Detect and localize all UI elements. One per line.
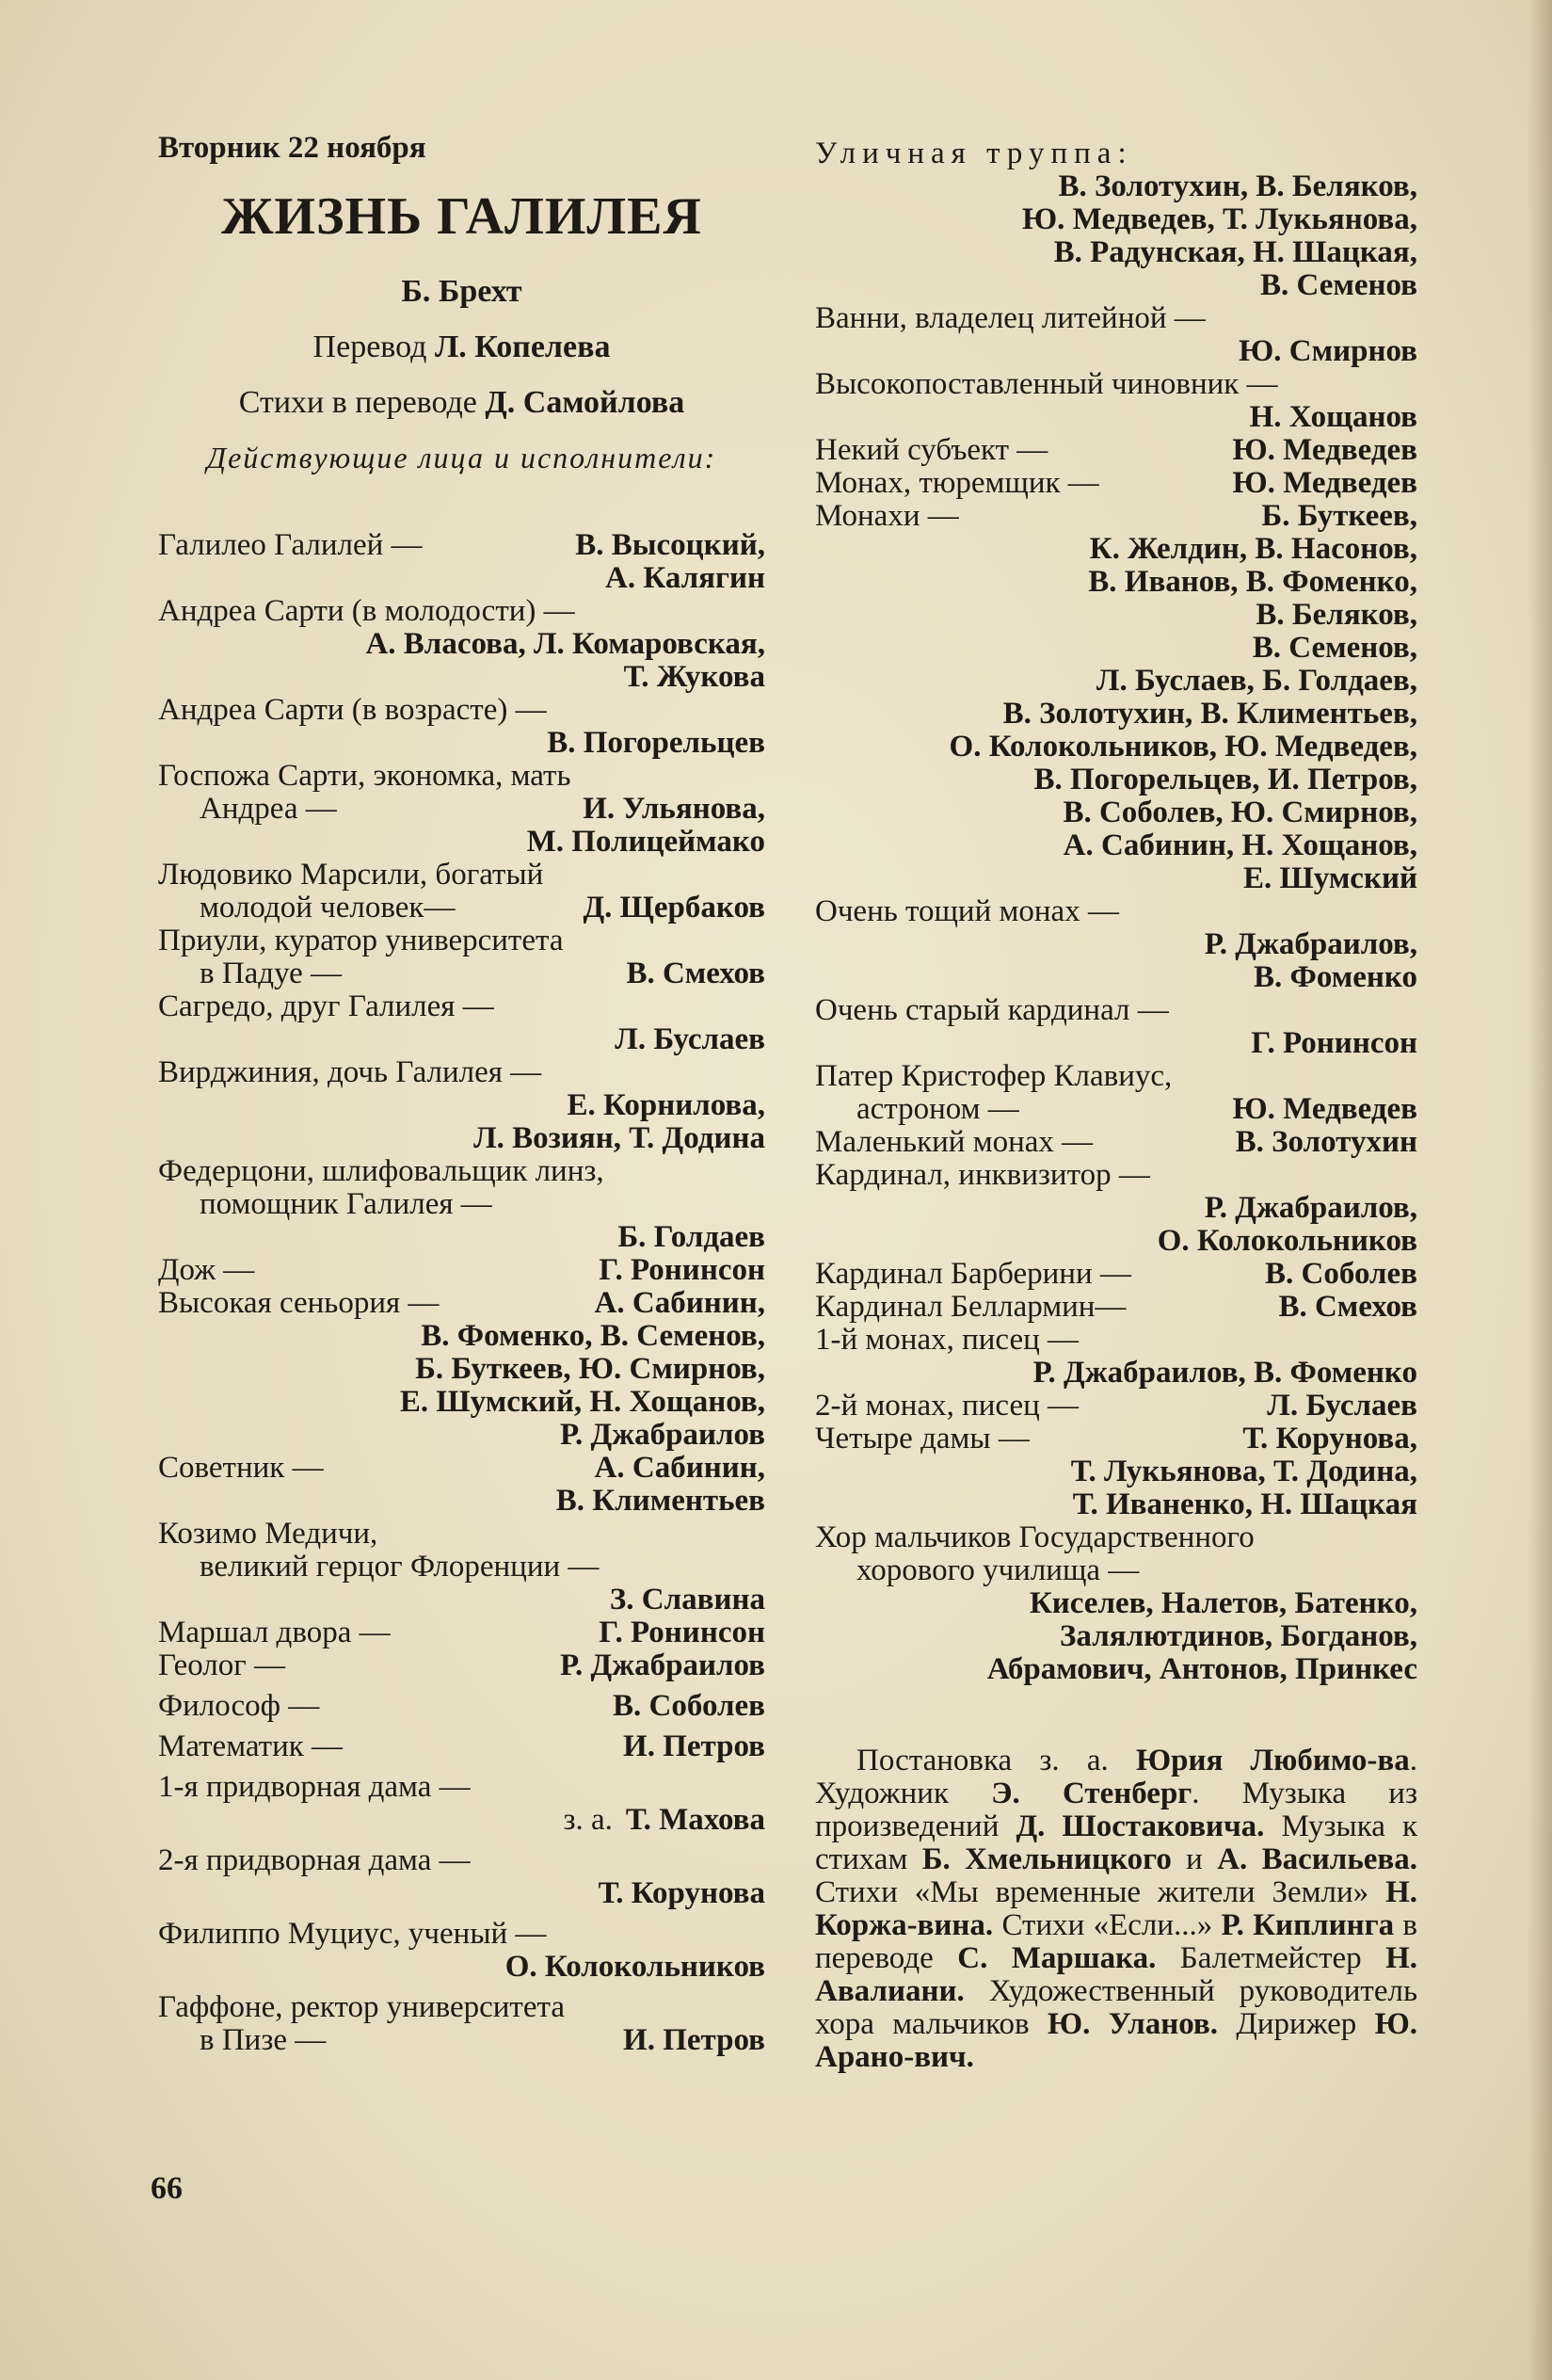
actor-name: В. Золотухин: [1235, 1125, 1417, 1159]
actor-name: К. Желдин, В. Насонов,: [1089, 532, 1417, 566]
credit-text: Художественный руководитель хора мальчиков: [815, 1974, 1417, 2041]
cast-entry: [158, 1649, 765, 1682]
role-name: Федерцони, шлифовальщик линз,: [158, 1154, 604, 1188]
cast-heading: Действующие лица и исполнители:: [206, 441, 717, 474]
actor-name: Т. Жукова: [623, 660, 765, 694]
actor-name: Ю. Медведев: [1232, 466, 1417, 500]
actor-name: И. Петров: [623, 1729, 765, 1763]
credit-text: Постановка з. а.: [856, 1744, 1136, 1777]
role-name: Уличная труппа:: [815, 137, 1133, 170]
actor-name: Т. Лукьянова, Т. Додина,: [1070, 1455, 1417, 1488]
actor-name: И. Ульянова,: [583, 792, 765, 826]
role-name: Андреа Сарти (в молодости) —: [158, 594, 575, 628]
role-name: 1-й монах, писец —: [815, 1323, 1080, 1357]
role-name: в Пизе —: [200, 2023, 327, 2057]
cast-entry: [158, 1690, 765, 1723]
credit-name: Н. Авалиани.: [815, 1941, 1417, 2008]
credit-name: А. Васильева.: [1217, 1842, 1417, 1876]
role-name: Маленький монах —: [815, 1125, 1094, 1159]
actor-name: Б. Голдаев: [617, 1220, 765, 1254]
credit-name: С. Маршака.: [957, 1941, 1157, 1975]
role-name: Очень старый кардинал —: [815, 993, 1169, 1027]
actor-name: В. Радунская, Н. Шацкая,: [1053, 235, 1417, 269]
role-name: Андреа —: [200, 792, 337, 826]
actor-name: В. Климентьев: [555, 1484, 765, 1518]
credit-text: Балетмейстер: [1156, 1941, 1386, 1975]
actor-name: Л. Возиян, Т. Додина: [473, 1121, 765, 1155]
actor-name: В. Семенов: [1259, 268, 1417, 302]
actor-name: В. Семенов,: [1252, 631, 1417, 665]
actor-name: Г. Ронинсон: [1251, 1026, 1417, 1060]
credit-name: Юрия Любимо-ва: [1135, 1744, 1410, 1777]
actor-name-text: Т. Махова: [625, 1803, 765, 1837]
role-name: Андреа Сарти (в возрасте) —: [158, 693, 547, 727]
actor-name: Залялютдинов, Богданов,: [1060, 1619, 1417, 1653]
cast-entry: [158, 1616, 765, 1649]
cast-entry: [815, 1423, 1417, 1455]
actor-name: О. Колокольников: [504, 1950, 765, 1984]
role-name: Четыре дамы —: [815, 1422, 1030, 1455]
credit-text: Стихи «Мы временные жители Земли»: [815, 1875, 1386, 1909]
page-number: 66: [151, 2171, 183, 2206]
role-name: Филиппо Муциус, ученый —: [158, 1917, 547, 1951]
actor-name: Т. Корунова: [598, 1876, 765, 1910]
actor-name: З. Славина: [609, 1583, 765, 1616]
cast-entry: [815, 1390, 1417, 1423]
actor-name: А. Сабинин,: [594, 1451, 765, 1485]
actor-name: В. Соболев: [1265, 1257, 1417, 1291]
role-name: Хор мальчиков Государственного: [815, 1520, 1255, 1554]
role-name: Вирджиния, дочь Галилея —: [158, 1055, 542, 1089]
actor-name: А. Калягин: [605, 561, 765, 595]
cast-entry: [815, 500, 1417, 533]
actor-name: Ю. Смирнов: [1239, 334, 1417, 368]
role-name: Маршал двора —: [158, 1616, 391, 1649]
actor-name: В. Смехов: [1278, 1290, 1417, 1324]
cast-entry: [158, 1730, 765, 1763]
cast-entry: [158, 1254, 765, 1287]
cast-entry: [158, 1452, 765, 1485]
credit-text: . Художник: [815, 1744, 1417, 1810]
cast-entry: [158, 892, 765, 925]
actor-name: В. Погорельцев, И. Петров,: [1033, 763, 1417, 796]
actor-name: Г. Ронинсон: [599, 1253, 765, 1287]
role-name: в Падуе —: [200, 957, 343, 990]
translation-credit: [158, 330, 765, 363]
cast-list-right: [815, 137, 1417, 1686]
honorific-prefix: з. а.: [563, 1803, 613, 1837]
role-name: Математик —: [158, 1729, 344, 1763]
cast-entry: [815, 1126, 1417, 1159]
actor-name: Р. Джабраилов: [559, 1418, 765, 1452]
role-name: Советник —: [158, 1451, 324, 1485]
role-name: Людовико Марсили, богатый: [158, 858, 544, 892]
role-name: Высокопоставленный чиновник —: [815, 367, 1278, 401]
role-name: астроном —: [856, 1092, 1019, 1126]
actor-name: В. Иванов, В. Фоменко,: [1088, 565, 1417, 599]
actor-name: Г. Ронинсон: [599, 1616, 765, 1649]
credit-name: Ю. Арано-вич.: [815, 2007, 1418, 2074]
role-name: помощник Галилея —: [200, 1187, 492, 1221]
actor-name: И. Петров: [623, 2023, 765, 2057]
role-name: Некий субъект —: [815, 433, 1048, 467]
actor-name: О. Колокольников: [1157, 1224, 1417, 1258]
actor-name: Ю. Медведев: [1232, 433, 1417, 467]
verses-credit: [158, 386, 765, 419]
role-name: Геолог —: [158, 1648, 286, 1682]
actor-name: Л. Буслаев, Б. Голдаев,: [1096, 664, 1417, 698]
actor-name: В. Смехов: [626, 957, 765, 990]
actor-name: Р. Джабраилов,: [1204, 1191, 1417, 1225]
actor-name: [158, 1804, 765, 1837]
actor-name: А. Сабинин, Н. Хощанов,: [1063, 828, 1417, 862]
actor-name: Д. Щербаков: [583, 891, 765, 925]
actor-name: Е. Шумский, Н. Хощанов,: [399, 1385, 765, 1419]
actor-name: В. Золотухин, В. Беляков,: [1058, 169, 1417, 203]
cast-entry: [815, 467, 1417, 500]
actor-name: Киселев, Налетов, Батенко,: [1029, 1586, 1417, 1620]
actor-name: Р. Джабраилов, В. Фоменко: [1032, 1356, 1417, 1390]
actor-name: Б. Буткеев, Ю. Смирнов,: [415, 1352, 765, 1386]
actor-name: Т. Корунова,: [1242, 1422, 1417, 1455]
cast-entry: [158, 1287, 765, 1320]
left-column: [158, 132, 765, 2057]
role-name: 2-й монах, писец —: [815, 1389, 1080, 1423]
cast-entry: [815, 1093, 1417, 1126]
cast-entry: [158, 2024, 765, 2057]
actor-name: Ю. Медведев: [1232, 1092, 1417, 1126]
actor-name: Б. Буткеев,: [1261, 499, 1417, 533]
role-name: Дож —: [158, 1253, 255, 1287]
actor-name: М. Полицеймако: [526, 825, 765, 859]
credit-name: Н. Коржа-вина.: [815, 1875, 1417, 1942]
credit-text: и: [1171, 1842, 1218, 1876]
actor-name: Н. Хощанов: [1249, 400, 1417, 434]
cast-entry: [158, 529, 765, 562]
actor-name: Т. Иваненко, Н. Шацкая: [1072, 1488, 1417, 1521]
role-name: Кардинал Беллармин—: [815, 1290, 1127, 1324]
actor-name: Л. Буслаев: [1267, 1389, 1417, 1423]
credit-text: Дирижер: [1218, 2007, 1375, 2041]
cast-entry: [158, 793, 765, 826]
actor-name: В. Соболев, Ю. Смирнов,: [1063, 796, 1417, 829]
role-name: Монахи —: [815, 499, 959, 533]
actor-name: Е. Корнилова,: [567, 1088, 765, 1122]
right-column: [815, 137, 1417, 2074]
role-name: Патер Кристофер Клавиус,: [815, 1059, 1173, 1093]
role-name: Козимо Медичи,: [158, 1517, 378, 1551]
credit-text: в переводе: [815, 1908, 1417, 1975]
credit-name: Д. Шостаковича.: [1016, 1809, 1265, 1843]
actor-name: В. Фоменко: [1254, 960, 1417, 994]
credit-text: Музыка к стихам: [815, 1809, 1418, 1876]
actor-name: В. Беляков,: [1256, 598, 1417, 632]
translator-name: Л. Копелева: [434, 330, 611, 364]
verses-label: Стихи в переводе: [238, 385, 477, 420]
role-name: Ванни, владелец литейной —: [815, 301, 1206, 335]
cast-entry: [158, 957, 765, 990]
actor-name: А. Сабинин,: [594, 1286, 765, 1320]
cast-entry: [815, 1258, 1417, 1291]
author: Б. Брехт: [401, 274, 522, 309]
role-name: Сагредо, друг Галилея —: [158, 989, 494, 1023]
role-name: 2-я придворная дама —: [158, 1843, 471, 1877]
actor-name: В. Золотухин, В. Климентьев,: [1002, 697, 1417, 731]
role-name: Кардинал, инквизитор —: [815, 1158, 1150, 1192]
actor-name: В. Погорельцев: [547, 726, 765, 760]
cast-entry: [815, 1291, 1417, 1324]
cast-list-left: [158, 529, 765, 2057]
actor-name: В. Соболев: [613, 1689, 765, 1723]
role-name: Галилео Галилей —: [158, 528, 423, 562]
role-name: Приули, куратор университета: [158, 924, 564, 957]
performance-date: Вторник 22 ноября: [158, 131, 426, 165]
cast-entry: [815, 434, 1417, 467]
role-name: Гаффоне, ректор университета: [158, 1990, 565, 2024]
verses-translator-name: Д. Самойлова: [485, 385, 685, 420]
actor-name: В. Фоменко, В. Семенов,: [421, 1319, 765, 1353]
actor-name: О. Колокольников, Ю. Медведев,: [949, 730, 1417, 764]
credit-name: Б. Хмельницкого: [921, 1842, 1172, 1876]
actor-name: Л. Буслаев: [615, 1022, 765, 1056]
actor-name: А. Власова, Л. Комаровская,: [365, 627, 765, 661]
credit-name: Р. Киплинга: [1221, 1908, 1395, 1942]
actor-name: Р. Джабраилов,: [1204, 927, 1417, 961]
play-title: ЖИЗНЬ ГАЛИЛЕЯ: [221, 187, 702, 246]
actor-name: Абрамович, Антонов, Принкес: [986, 1652, 1417, 1686]
staging-credits: [815, 1745, 1417, 2074]
role-name: 1-я придворная дама —: [158, 1770, 471, 1804]
actor-name: В. Высоцкий,: [575, 528, 765, 562]
role-name: молодой человек—: [200, 891, 456, 925]
credit-name: Ю. Уланов.: [1047, 2007, 1218, 2041]
credit-text: Стихи «Если...»: [993, 1908, 1222, 1942]
role-name: Монах, тюремщик —: [815, 466, 1099, 500]
actor-name: Р. Джабраилов: [559, 1648, 765, 1682]
credit-name: Э. Стенберг: [991, 1777, 1192, 1810]
role-name: великий герцог Флоренции —: [200, 1550, 600, 1584]
role-name: Очень тощий монах —: [815, 894, 1119, 928]
translation-label: Перевод: [312, 330, 427, 364]
spine-shadow: [1528, 0, 1552, 2380]
credit-text: . Музыка из произведений: [815, 1777, 1417, 1843]
role-name: Философ —: [158, 1689, 320, 1723]
actor-name: Е. Шумский: [1243, 861, 1417, 895]
role-name: Кардинал Барберини —: [815, 1257, 1131, 1291]
role-name: Высокая сеньория —: [158, 1286, 440, 1320]
role-name: Госпожа Сарти, экономка, мать: [158, 759, 571, 793]
actor-name: Ю. Медведев, Т. Лукьянова,: [1021, 202, 1417, 236]
role-name: хорового училища —: [856, 1553, 1140, 1587]
